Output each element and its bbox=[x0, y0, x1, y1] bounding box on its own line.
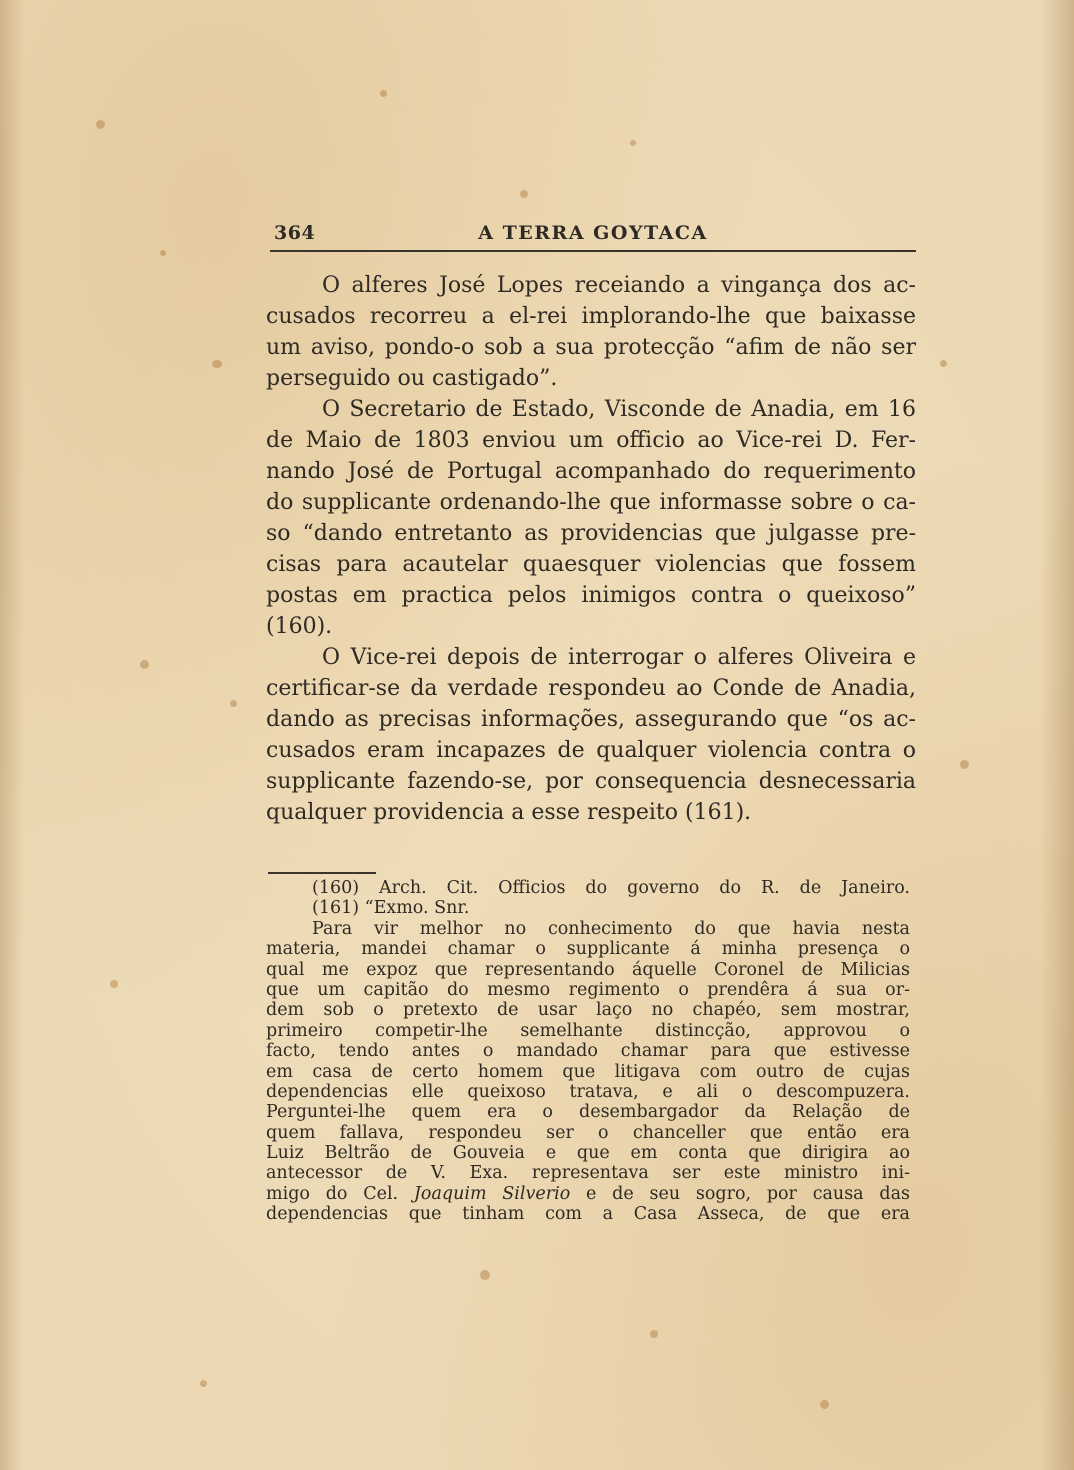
footnote-line: dependencias que tinham com a Casa Asseca, de que era bbox=[266, 1204, 910, 1225]
footnote-separator bbox=[268, 872, 376, 874]
footnote-line: primeiro competir-lhe semelhante distincção, approvou o bbox=[266, 1020, 910, 1041]
text-line: (160). bbox=[266, 614, 333, 639]
running-head bbox=[270, 222, 916, 252]
text-line: O alferes José Lopes receiando a vingança dos ac- bbox=[322, 273, 916, 298]
paper-speck bbox=[110, 980, 118, 988]
running-title: A TERRA GOYTACA bbox=[478, 222, 708, 244]
footnote-line: dependencias elle queixoso tratava, e ali o descompuzera. bbox=[266, 1081, 910, 1102]
text-line: O Secretario de Estado, Visconde de Anadia, em 16 bbox=[322, 397, 916, 422]
paper-speck bbox=[960, 760, 969, 769]
text-line: nando José de Portugal acompanhado do requerimento bbox=[266, 459, 916, 484]
text-line: perseguido ou castigado”. bbox=[266, 366, 558, 391]
footnote-line: qual me expoz que representando áquelle Coronel de Milicias bbox=[266, 959, 910, 980]
footnote-text: e de seu sogro, por causa das bbox=[570, 1183, 910, 1204]
paper-speck bbox=[200, 1380, 207, 1387]
paper-speck bbox=[140, 660, 149, 669]
text-line: do supplicante ordenando-lhe que informasse sobre o ca- bbox=[266, 490, 916, 515]
text-line: certificar-se da verdade respondeu ao Conde de Anadia, bbox=[266, 676, 916, 701]
footnote-line: dem sob o pretexto de usar laço no chapéo, sem mostrar, bbox=[266, 1000, 910, 1021]
paper-speck bbox=[380, 90, 387, 97]
paragraph bbox=[266, 270, 916, 394]
text-line: cusados eram incapazes de qualquer violencia contra o bbox=[266, 738, 916, 763]
paragraph bbox=[266, 642, 916, 828]
footnote-line: Para vir melhor no conhecimento do que havia nesta bbox=[312, 918, 910, 939]
paper-speck bbox=[630, 140, 636, 146]
text-line: supplicante fazendo-se, por consequencia desnecessaria bbox=[266, 769, 916, 794]
main-text bbox=[266, 270, 916, 828]
footnote-line: quem fallava, respondeu ser o chanceller que então era bbox=[266, 1122, 910, 1143]
paper-speck bbox=[520, 190, 528, 198]
footnote-line: antecessor de V. Exa. representava ser este ministro ini- bbox=[266, 1163, 910, 1184]
footnote-line: Luiz Beltrão de Gouveia e que em conta que dirigira ao bbox=[266, 1143, 910, 1164]
text-line: cusados recorreu a el-rei implorando-lhe que baixasse bbox=[266, 304, 916, 329]
text-line: um aviso, pondo-o sob a sua protecção “afim de não ser bbox=[266, 335, 916, 360]
paper-speck bbox=[96, 120, 105, 129]
footnote-italic-name: Joaquim Silverio bbox=[413, 1183, 571, 1204]
footnote-line: que um capitão do mesmo regimento o prendêra á sua or- bbox=[266, 979, 910, 1000]
text-line: O Vice-rei depois de interrogar o alferes Oliveira e bbox=[322, 645, 916, 670]
page-number: 364 bbox=[274, 222, 316, 244]
footnote-161-intro: (161) “Exmo. Snr. bbox=[312, 898, 470, 919]
text-line: qualquer providencia a esse respeito (161). bbox=[266, 800, 752, 825]
paper-speck bbox=[212, 360, 222, 368]
text-line: cisas para acautelar quaesquer violencias que fossem bbox=[266, 552, 916, 577]
footnote-160: (160) Arch. Cit. Officios do governo do R. de Janeiro. bbox=[312, 878, 910, 898]
footnote-line: facto, tendo antes o mandado chamar para que estivesse bbox=[266, 1041, 910, 1062]
paper-speck bbox=[650, 1330, 658, 1338]
text-line: dando as precisas informações, assegurando que “os ac- bbox=[266, 707, 916, 732]
footnote-line: Perguntei-lhe quem era o desembargador da Relação de bbox=[266, 1102, 910, 1123]
footnote-text: migo do Cel. bbox=[266, 1183, 414, 1204]
text-line: so “dando entretanto as providencias que julgasse pre- bbox=[266, 521, 916, 546]
footnotes bbox=[266, 878, 910, 1225]
paper-speck bbox=[940, 360, 947, 367]
text-line: postas em practica pelos inimigos contra o queixoso” bbox=[266, 583, 916, 608]
footnote-line: em casa de certo homem que litigava com outro de cujas bbox=[266, 1061, 910, 1082]
page-edge-shadow-right bbox=[1040, 0, 1074, 1470]
text-line: de Maio de 1803 enviou um officio ao Vice-rei D. Fer- bbox=[266, 428, 916, 453]
footnote-line: materia, mandei chamar o supplicante á minha presença o bbox=[266, 939, 910, 960]
paper-speck bbox=[820, 1400, 829, 1409]
page-edge-shadow-left bbox=[0, 0, 24, 1470]
paper-speck bbox=[160, 250, 166, 256]
paragraph bbox=[266, 394, 916, 642]
paper-speck bbox=[480, 1270, 490, 1280]
paper-speck bbox=[230, 700, 237, 707]
footnote-line bbox=[266, 1184, 910, 1204]
